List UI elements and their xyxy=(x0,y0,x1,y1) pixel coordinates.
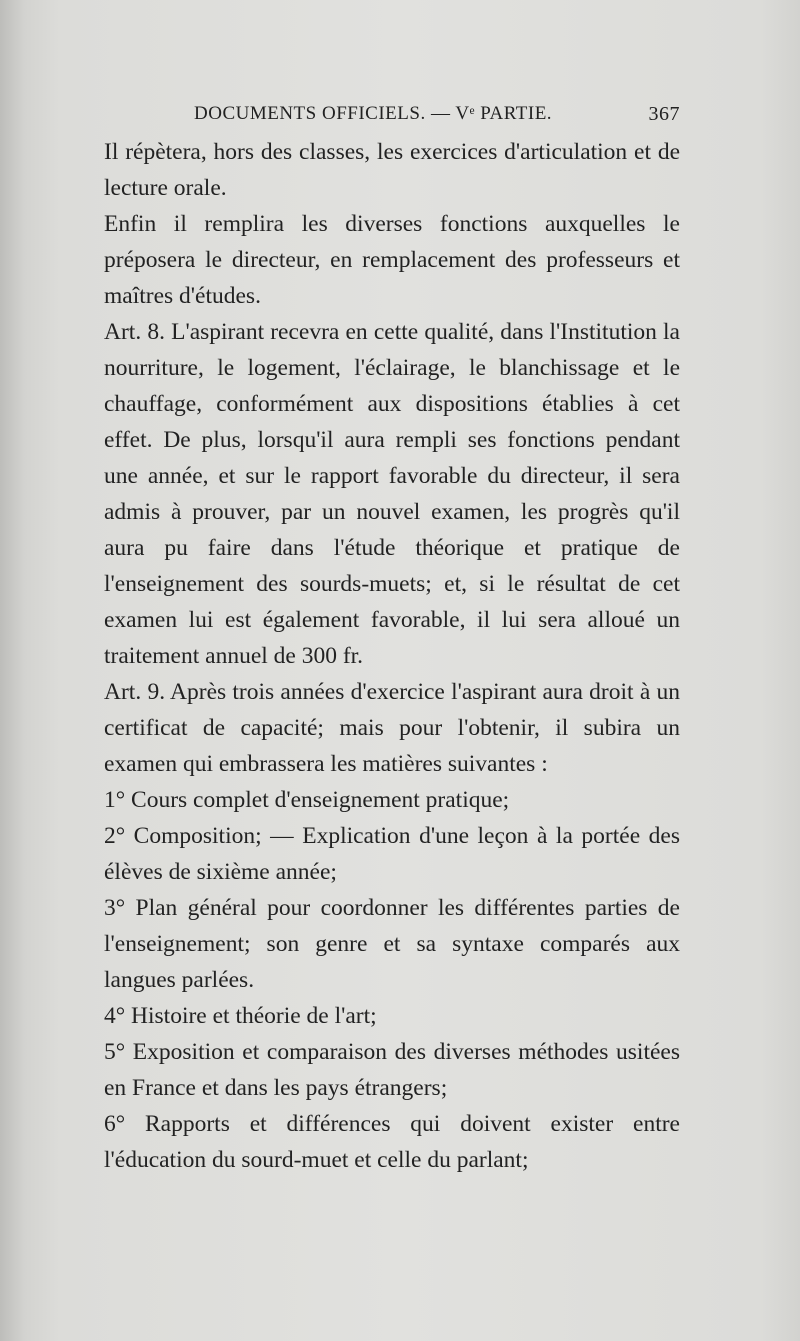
paragraph-art-8 xyxy=(104,314,680,674)
list-item-5 xyxy=(104,1034,680,1106)
list-item-text: 1° Cours complet d'enseignement pratique; xyxy=(104,787,510,813)
running-head-title: DOCUMENTS OFFICIELS. — Vᵉ PARTIE. xyxy=(194,103,553,124)
paragraph-repetera xyxy=(104,134,680,206)
list-item-4 xyxy=(104,998,680,1034)
list-item-text: 3° Plan général pour coordonner les différentes parties de l'enseignement; son genre et sa syntaxe comparés aux langues parlées. xyxy=(104,895,680,993)
list-item-6 xyxy=(104,1106,680,1178)
list-item-text: 2° Composition; — Explication d'une leçon à la portée des élèves de sixième année; xyxy=(104,823,680,885)
paragraph-text: Enfin il remplira les diverses fonctions auxquelles le préposera le directeur, en remplacement des professeurs et maîtres d'études. xyxy=(104,211,680,309)
paragraph-art-9 xyxy=(104,674,680,782)
paragraph-text: Art. 9. Après trois années d'exercice l'aspirant aura droit à un certificat de capacité; mais pour l'obtenir, il subira un examen qui embrassera les matières suivantes : xyxy=(104,679,680,777)
list-item-text: 4° Histoire et théorie de l'art; xyxy=(104,1003,377,1029)
list-item-text: 6° Rapports et différences qui doivent exister entre l'éducation du sourd-muet et celle du parlant; xyxy=(104,1111,680,1173)
list-item-2 xyxy=(104,818,680,890)
paragraph-enfin xyxy=(104,206,680,314)
paragraph-text: Il répètera, hors des classes, les exercices d'articulation et de lecture orale. xyxy=(104,139,680,201)
list-item-3 xyxy=(104,890,680,998)
page-body xyxy=(104,134,680,1178)
paragraph-text: Art. 8. L'aspirant recevra en cette qualité, dans l'Institution la nourriture, le logement, l'éclairage, le blanchissage et le chauffage, conformément aux dispositions établies à cet effet. De plus, lorsqu'il aura rempli ses fonctions pendant une année, et sur le rapport favorable du directeur, il sera admis à prouver, par un nouvel examen, les progrès qu'il aura pu faire dans l'étude théorique et pratique de l'enseignement des sourds-muets; et, si le résultat de cet examen lui est également favorable, il lui sera alloué un traitement annuel de 300 fr. xyxy=(104,319,680,669)
page-number: 367 xyxy=(648,103,680,125)
list-item-1 xyxy=(104,782,680,818)
list-item-text: 5° Exposition et comparaison des diverses méthodes usitées en France et dans les pays étrangers; xyxy=(104,1039,680,1101)
running-header xyxy=(104,103,680,129)
